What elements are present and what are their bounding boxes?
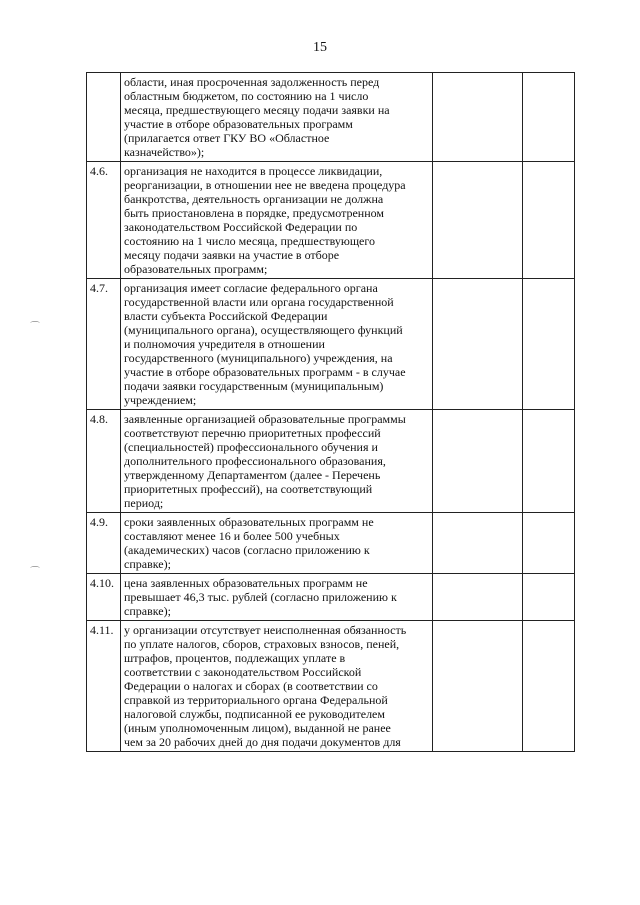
text-line: у организации отсутствует неисполненная обязанность (124, 623, 407, 637)
text-line: период; (124, 496, 164, 510)
empty-cell (433, 73, 523, 162)
text-line: справкой из территориального органа Федеральной (124, 693, 388, 707)
text-line: банкротства, деятельность организации не должна (124, 192, 384, 206)
table-row (87, 621, 575, 752)
text-line: области, иная просроченная задолженность перед (124, 75, 380, 89)
empty-cell (433, 574, 523, 621)
text-line: месяцу подачи заявки на участие в отборе (124, 248, 340, 262)
text-line: и полномочия учредителя в отношении (124, 337, 325, 351)
text-line: быть приостановлена в порядке, предусмотренном (124, 206, 385, 220)
empty-cell (433, 621, 523, 752)
text-line: цена заявленных образовательных программ не (124, 576, 368, 590)
text-line: областным бюджетом, по состоянию на 1 число (124, 89, 369, 103)
text-line: власти субъекта Российской Федерации (124, 309, 328, 323)
text-line: участие в отборе образовательных программ (124, 117, 353, 131)
row-number: 4.9. (87, 513, 121, 574)
text-line: (иным уполномоченным лицом), выданной не ранее (124, 721, 391, 735)
text-line: чем за 20 рабочих дней до дня подачи документов для (124, 735, 401, 749)
empty-cell (433, 279, 523, 410)
text-line: государственной власти или органа государственной (124, 295, 394, 309)
text-line: подачи заявки государственным (муниципальным) (124, 379, 384, 393)
requirement-text (121, 513, 433, 574)
text-line: организация не находится в процессе ликвидации, (124, 164, 383, 178)
page-number: 15 (313, 40, 327, 55)
requirement-text (121, 162, 433, 279)
empty-cell (523, 574, 575, 621)
text-line: (муниципального органа), осуществляющего функций (124, 323, 403, 337)
text-line: государственного (муниципального) учреждения, на (124, 351, 393, 365)
margin-mark: ⌒ (30, 567, 40, 578)
text-line: составляют менее 16 и более 500 учебных (124, 529, 340, 543)
empty-cell (523, 73, 575, 162)
row-number: 4.10. (87, 574, 121, 621)
empty-cell (523, 621, 575, 752)
text-line: состоянию на 1 число месяца, предшествующего (124, 234, 376, 248)
requirements-table (86, 72, 575, 752)
table-row (87, 73, 575, 162)
text-line: реорганизации, в отношении нее не введена процедура (124, 178, 406, 192)
text-line: сроки заявленных образовательных программ не (124, 515, 374, 529)
text-line: справке); (124, 557, 171, 571)
text-line: (специальностей) профессионального обучения и (124, 440, 378, 454)
text-line: казначейство»); (124, 145, 205, 159)
empty-cell (523, 162, 575, 279)
text-line: заявленные организацией образовательные программы (124, 412, 406, 426)
row-number: 4.7. (87, 279, 121, 410)
text-line: справке); (124, 604, 171, 618)
text-line: штрафов, процентов, подлежащих уплате в (124, 651, 346, 665)
text-line: (прилагается ответ ГКУ ВО «Областное (124, 131, 330, 145)
text-line: соответствии с законодательством Российской (124, 665, 362, 679)
requirement-text (121, 279, 433, 410)
empty-cell (433, 513, 523, 574)
row-number: 4.8. (87, 410, 121, 513)
empty-cell (523, 410, 575, 513)
text-line: приоритетных профессий), на соответствующий (124, 482, 373, 496)
row-number (87, 73, 121, 162)
text-line: (академических) часов (согласно приложению к (124, 543, 370, 557)
text-line: образовательных программ; (124, 262, 268, 276)
table-row (87, 513, 575, 574)
table-row (87, 410, 575, 513)
text-line: месяца, предшествующего месяцу подачи заявки на (124, 103, 390, 117)
text-line: утвержденному Департаментом (далее - Перечень (124, 468, 381, 482)
empty-cell (523, 279, 575, 410)
margin-mark: ⌒ (30, 322, 40, 333)
requirement-text (121, 73, 433, 162)
text-line: соответствуют перечню приоритетных профессий (124, 426, 381, 440)
requirement-text (121, 410, 433, 513)
table-body (87, 73, 575, 752)
empty-cell (433, 162, 523, 279)
text-line: законодательством Российской Федерации по (124, 220, 358, 234)
text-line: налоговой службы, подписанной ее руководителем (124, 707, 385, 721)
table-row (87, 162, 575, 279)
row-number: 4.6. (87, 162, 121, 279)
text-line: участие в отборе образовательных программ - в случае (124, 365, 406, 379)
requirement-text (121, 574, 433, 621)
row-number: 4.11. (87, 621, 121, 752)
text-line: Федерации о налогах и сборах (в соответствии со (124, 679, 378, 693)
text-line: дополнительного профессионального образования, (124, 454, 386, 468)
text-line: учреждением; (124, 393, 197, 407)
table-row (87, 279, 575, 410)
empty-cell (523, 513, 575, 574)
requirement-text (121, 621, 433, 752)
table-row (87, 574, 575, 621)
empty-cell (433, 410, 523, 513)
text-line: организация имеет согласие федерального органа (124, 281, 378, 295)
text-line: по уплате налогов, сборов, страховых взносов, пеней, (124, 637, 400, 651)
text-line: превышает 46,3 тыс. рублей (согласно приложению к (124, 590, 397, 604)
